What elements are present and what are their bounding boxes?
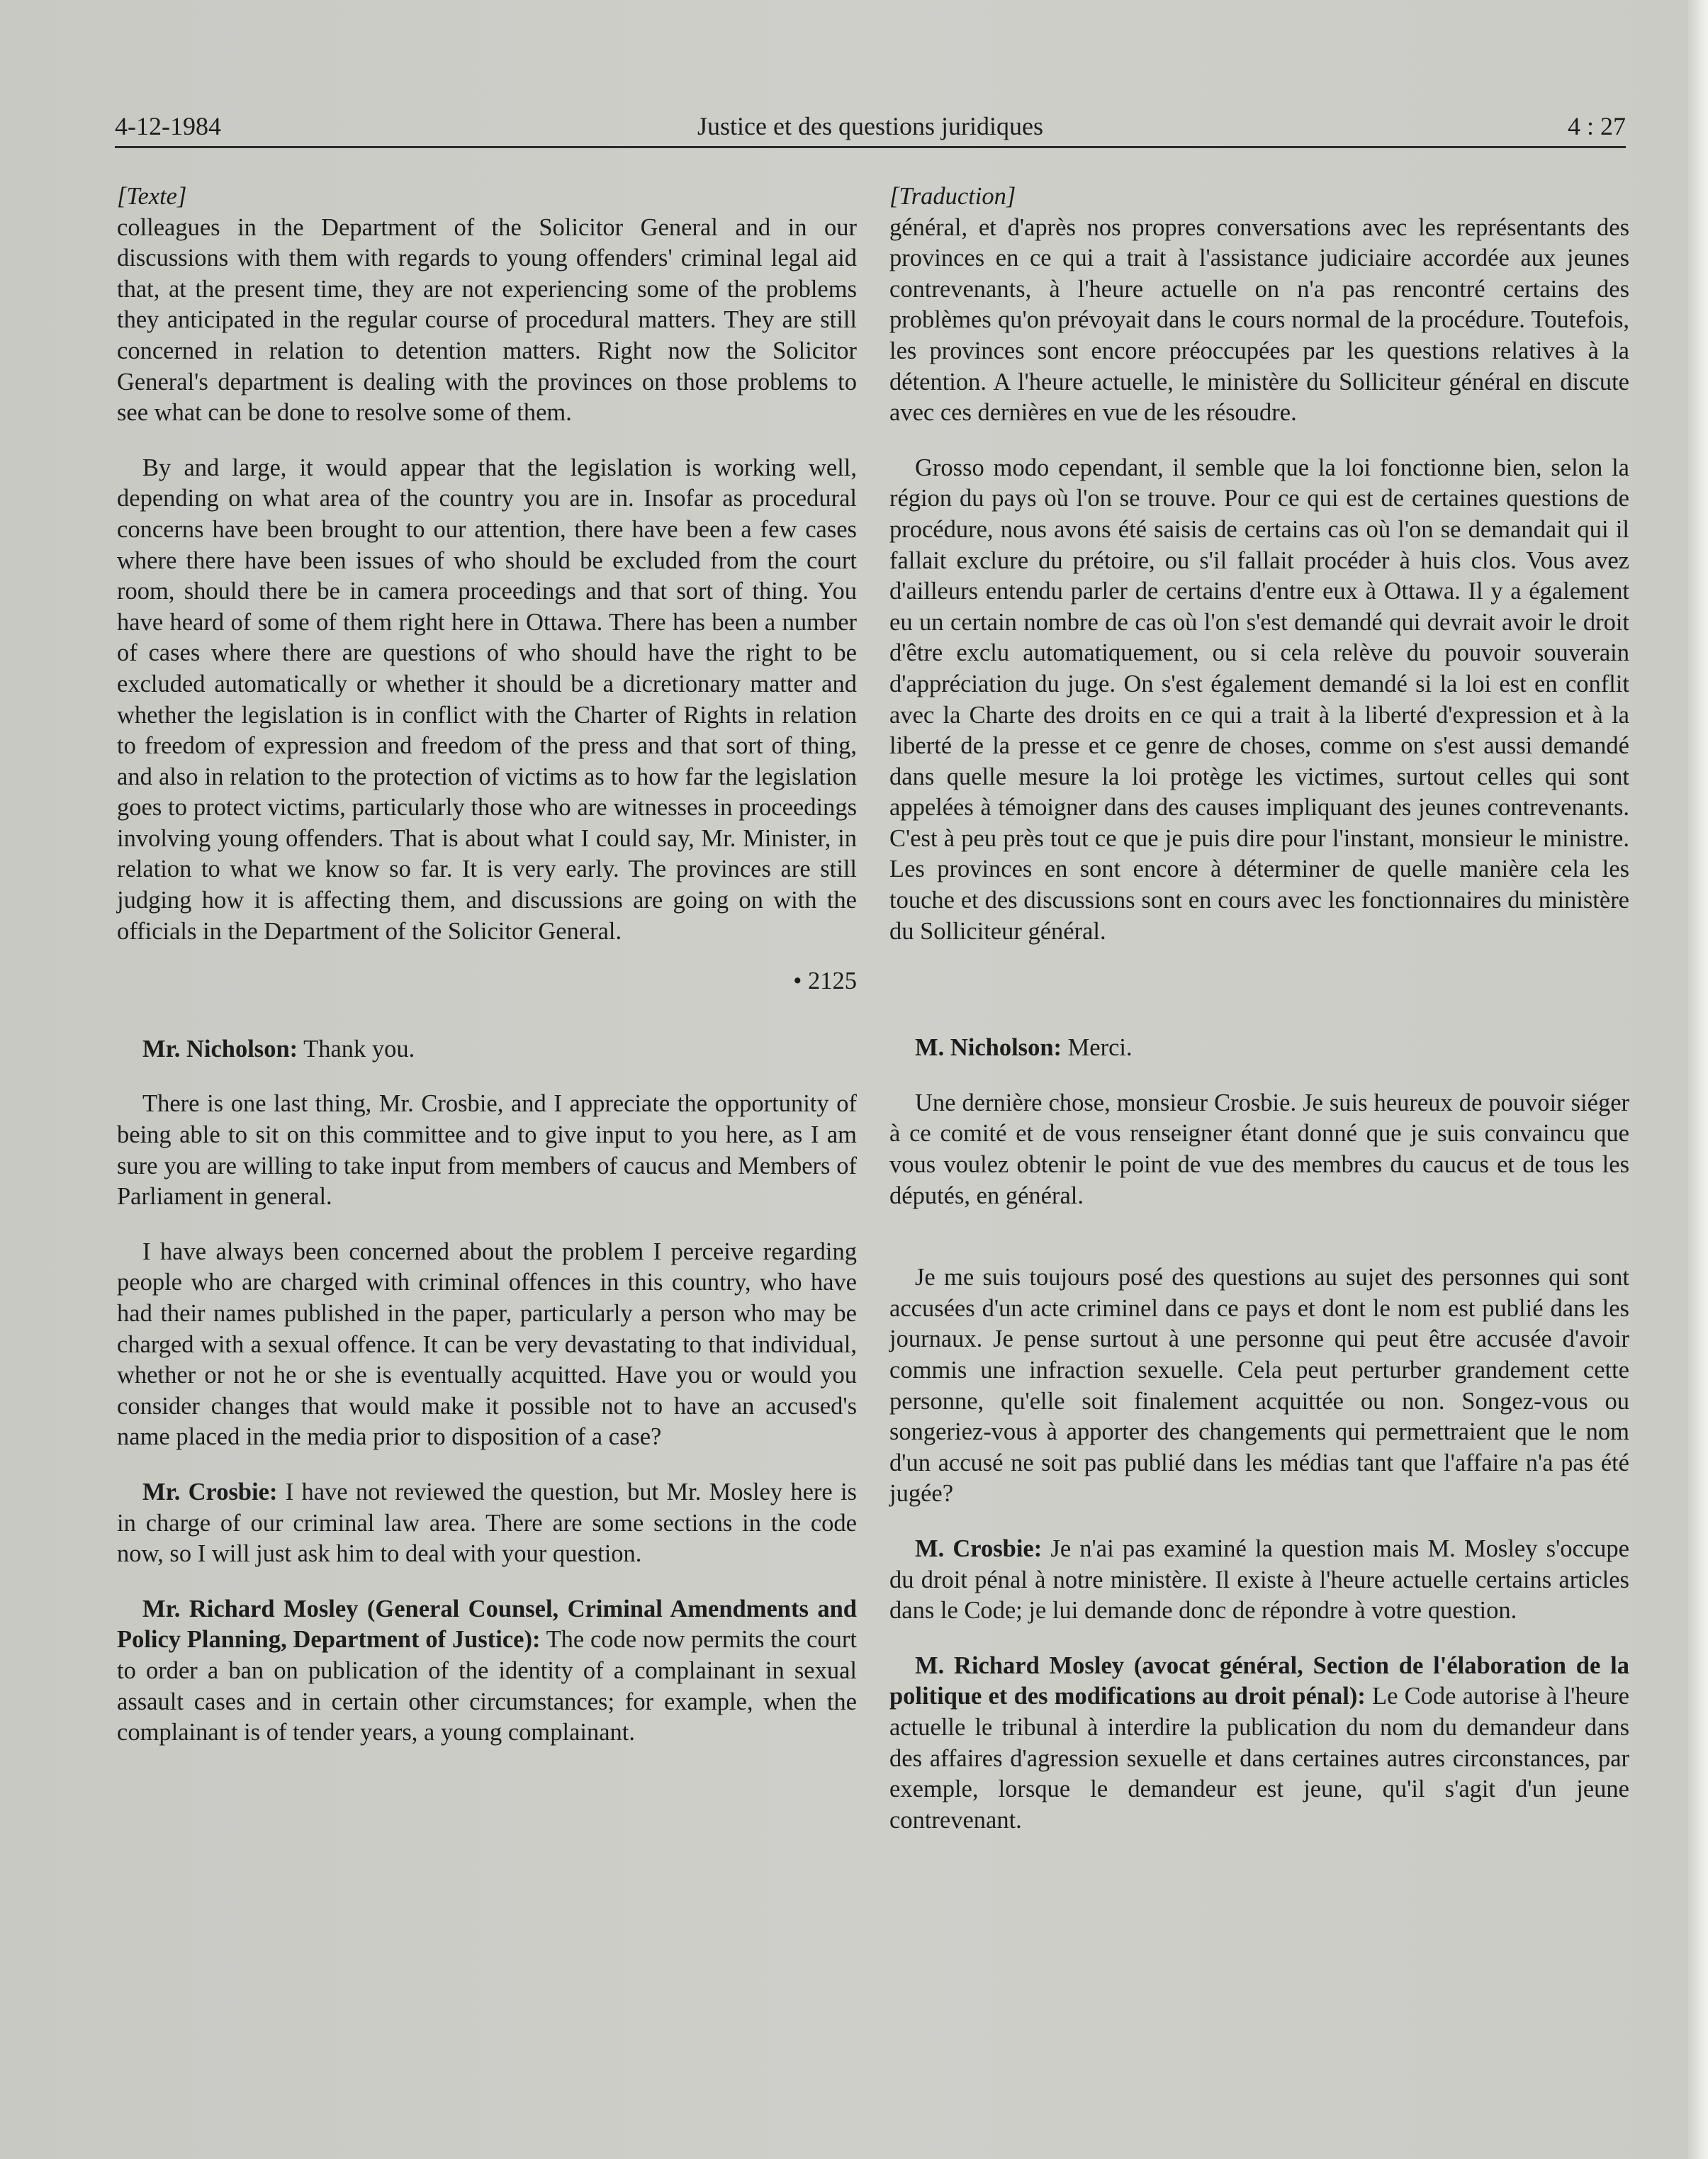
paragraph: Je me suis toujours posé des questions au sujet des personnes qui sont accusées d'un acte criminel dans ce pays et dont le nom est publié dans les journaux. Je pense surtout à une personne qui peut être accusée d'avoir commis une infraction sexuelle. Cela peut perturber grandement cette personne, qu'elle soit finalement acquittée ou non. Songez-vous ou songeriez-vous à apporter des changements qui permettraient que le nom d'un accusé ne soit pas publié dans les médias tant que l'affaire n'a pas été jugée? (889, 1264, 1629, 1508)
speaker-name: Mr. Crosbie: (142, 1478, 278, 1505)
speech-paragraph (889, 1651, 1629, 1836)
french-column (889, 181, 1629, 1836)
paragraph: Une dernière chose, monsieur Crosbie. Je suis heureux de pouvoir siéger à ce comité et de vous renseigner étant donné que je suis convaincu que vous voulez obtenir le point de vue des membres du caucus et de tous les députés, en général. (889, 1089, 1629, 1209)
speech-text: Le Code autorise à l'heure actuelle le tribunal à interdire la publication du nom du demandeur dans des affaires d'agression sexuelle et dans certaines autres circonstances, par exemple, lorsque le demandeur est jeune, qu'il s'agit d'un jeune contrevenant. (889, 1683, 1629, 1834)
speech-paragraph (889, 1033, 1629, 1064)
speech-text: Je n'ai pas examiné la question mais M. Mosley s'occupe du droit pénal à notre ministère. Il existe à l'heure actuelle certains articles dans le Code; je lui demande donc de répondre à votre question. (889, 1535, 1629, 1625)
header-date: 4-12-1984 (115, 112, 221, 140)
paragraph: colleagues in the Department of the Solicitor General and in our discussions with them with regards to young offenders' criminal legal aid that, at the present time, they are not experiencing some of the problems they anticipated in the regular course of procedural matters. They are still concerned in relation to detention matters. Right now the Solicitor General's department is dealing with the provinces on those problems to see what can be done to resolve some of them. (117, 213, 857, 427)
paragraph: général, et d'après nos propres conversations avec les représentants des provinces en ce qui a trait à l'assistance judiciaire accordée aux jeunes contrevenants, à l'heure actuelle on n'a pas rencontré certains des problèmes qu'on prévoyait dans le cours normal de la procédure. Toutefois, les provinces sont encore préoccupées par les questions relatives à la détention. A l'heure actuelle, le ministère du Solliciteur général en discute avec ces dernières en vue de les résoudre. (889, 213, 1629, 427)
paragraph: I have always been concerned about the problem I perceive regarding people who are charged with criminal offences in this country, who have had their names published in the paper, particularly a person who may be charged with a sexual offence. It can be very devastating to that individual, whether or not he or she is eventually acquitted. Have you or would you consider changes that would make it possible not to have an accused's name placed in the media prior to disposition of a case? (117, 1238, 857, 1451)
speaker-name: M. Nicholson: (915, 1034, 1062, 1062)
english-column (117, 181, 857, 1749)
speech-paragraph (117, 1034, 857, 1065)
header-rule (115, 146, 1626, 148)
right-column-tag: [Traduction] (889, 183, 1016, 210)
speaker-name: Mr. Nicholson: (142, 1035, 298, 1062)
paragraph: By and large, it would appear that the legislation is working well, depending on what area of the country you are in. Insofar as procedural concerns have been brought to our attention, there have been a few cases where there have been issues of who should be excluded from the court room, should there be in camera proceedings and that sort of thing. You have heard of some of them right here in Ottawa. There has been a number of cases where there are questions of who should have the right to be excluded automatically or whether it should be a dicretionary matter and whether the legislation is in conflict with the Charter of Rights in relation to freedom of expression and freedom of the press and that sort of thing, and also in relation to the protection of victims as to how far the legislation goes to protect victims, particularly those who are witnesses in proceedings involving young offenders. That is about what I could say, Mr. Minister, in relation to what we know so far. It is very early. The provinces are still judging how it is affecting them, and discussions are going on with the officials in the Department of the Solicitor General. (117, 454, 857, 945)
speech-paragraph (117, 1594, 857, 1749)
page-fold-shadow (1688, 0, 1708, 2159)
speech-text: Merci. (1062, 1034, 1133, 1062)
header-page-number: 4 : 27 (1567, 112, 1626, 140)
speech-paragraph (889, 1534, 1629, 1627)
paragraph: Grosso modo cependant, il semble que la loi fonctionne bien, selon la région du pays où l'on se trouve. Pour ce qui est de certaines questions de procédure, nous avons été saisis de certains cas où l'on se demandait qui il fallait exclure du prétoire, ou s'il fallait procéder à huis clos. Vous avez d'ailleurs entendu parler de certains d'entre eux à Ottawa. Il y a également eu un certain nombre de cas où l'on s'est demandé qui devrait avoir le droit d'être exclu automatiquement, ou si cela relève du pouvoir souverain d'appréciation du juge. On s'est également demandé si la loi est en conflit avec la Charte des droits en ce qui a trait à la liberté d'expression et à la liberté de la presse et ce genre de choses, comme on s'est aussi demandé dans quelle mesure la loi protège les victimes, surtout celles qui sont appelées à témoigner dans des causes impliquant des jeunes contrevenants. C'est à peu près tout ce que je puis dire pour l'instant, monsieur le ministre. Les provinces en sont encore à déterminer de quelle manière cela les touche et des discussions sont en cours avec les fonctionnaires du ministère du Solliciteur général. (889, 454, 1629, 945)
speech-text: I have not reviewed the question, but Mr. Mosley here is in charge of our criminal law area. There are some sections in the code now, so I will just ask him to deal with your question. (117, 1478, 857, 1568)
paragraph: There is one last thing, Mr. Crosbie, and I appreciate the opportunity of being able to sit on this committee and to give input to you here, as I am sure you are willing to take input from members of caucus and Members of Parliament in general. (117, 1090, 857, 1211)
speaker-name: M. Richard Mosley (avocat général, Section de l'élaboration de la politique et des modifications au droit pénal): (889, 1652, 1629, 1710)
speech-text: Thank you. (298, 1035, 415, 1062)
left-column-tag: [Texte] (117, 183, 187, 210)
time-marker: • 2125 (793, 968, 857, 995)
running-header (115, 106, 1626, 146)
speech-paragraph (117, 1477, 857, 1570)
speech-text: The code now permits the court to order a ban on publication of the identity of a complainant in sexual assault cases and in certain other circumstances; for example, when the complainant is of tender years, a young complainant. (117, 1626, 857, 1746)
speaker-name: Mr. Richard Mosley (General Counsel, Criminal Amendments and Policy Planning, Department of Justice): (117, 1595, 857, 1654)
header-title: Justice et des questions juridiques (697, 112, 1043, 140)
speaker-name: M. Crosbie: (915, 1535, 1043, 1562)
